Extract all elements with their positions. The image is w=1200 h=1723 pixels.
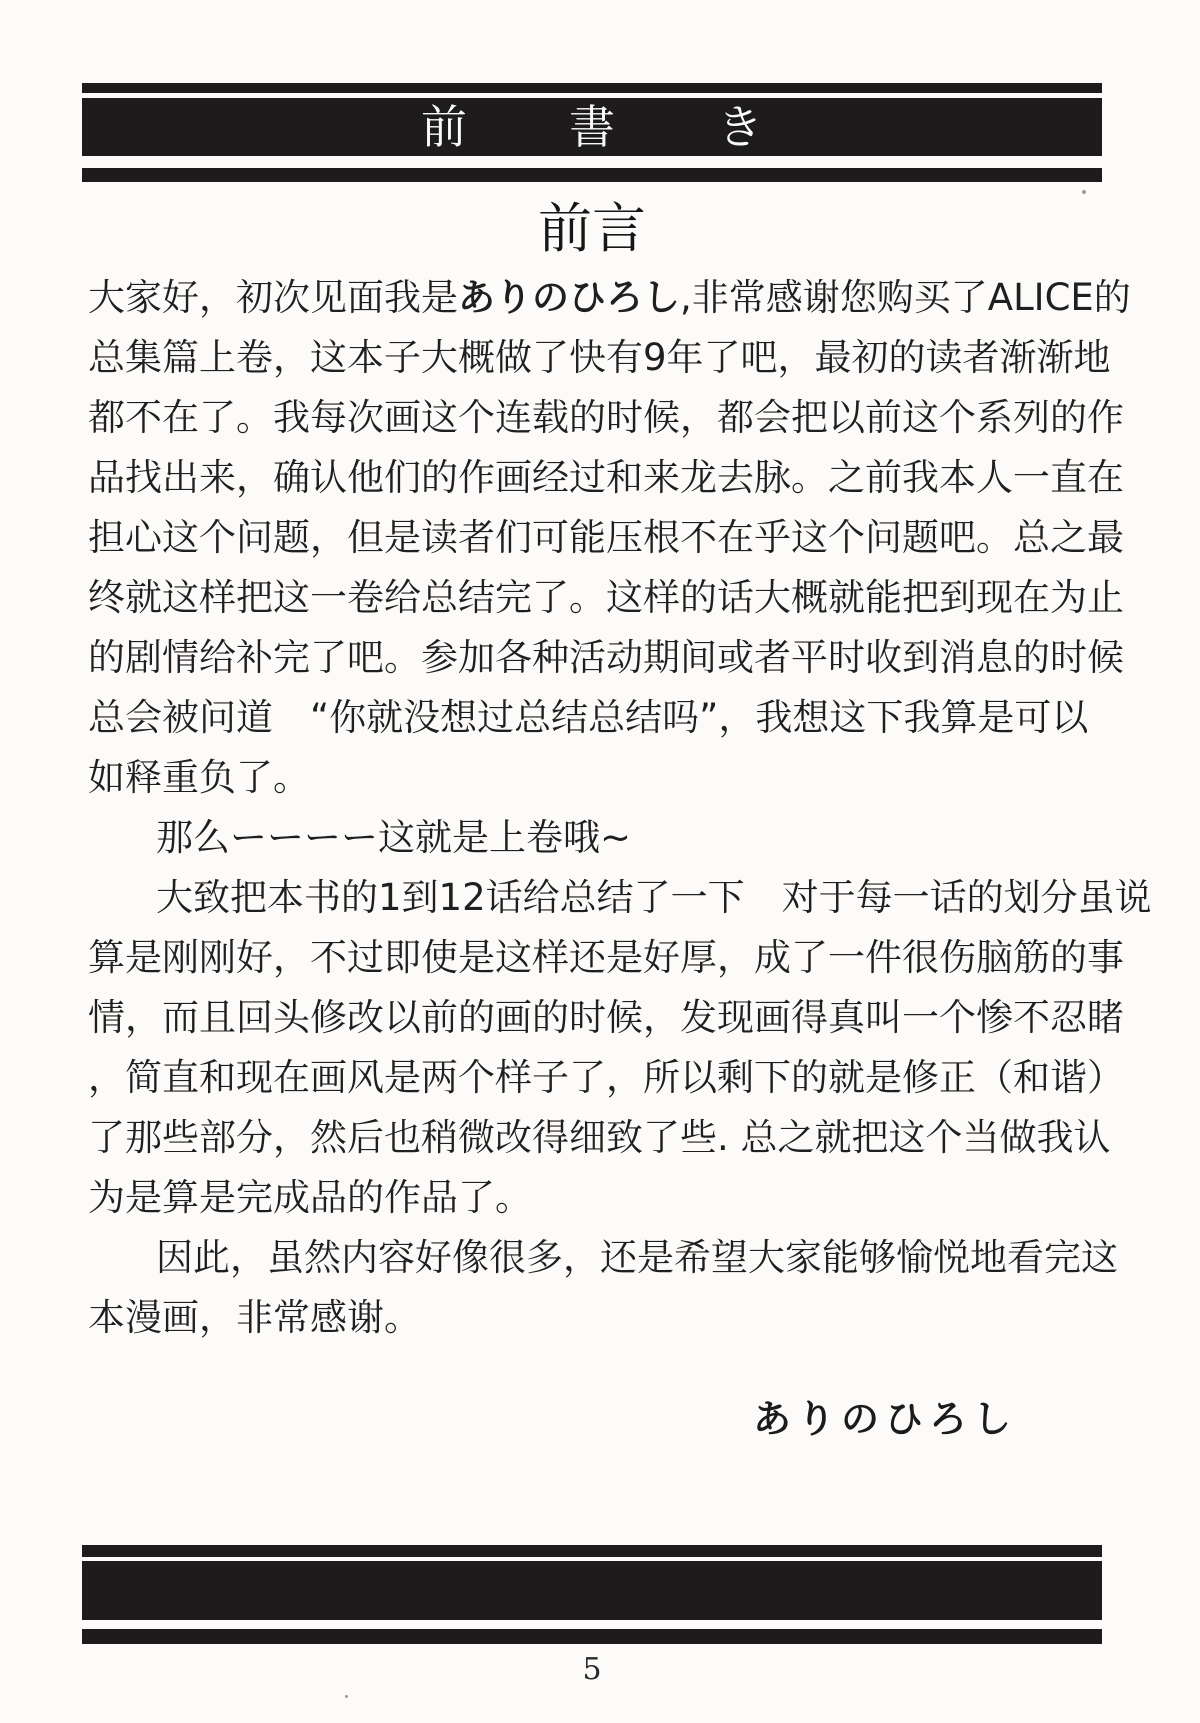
bottom-banner-bar xyxy=(82,1561,1102,1620)
top-banner-rule-upper xyxy=(82,83,1102,93)
body-line: ，简直和现在画风是两个样子了，所以剩下的就是修正（和谐） xyxy=(88,1056,1124,1099)
line1-author-name: ありのひろし xyxy=(458,276,680,319)
body-line: 总集篇上卷，这本子大概做了快有9年了吧，最初的读者渐渐地 xyxy=(88,336,1111,379)
scan-speck xyxy=(1082,190,1086,194)
body-line: 为是算是完成品的作品了。 xyxy=(88,1176,532,1219)
body-line: 如释重负了。 xyxy=(88,756,310,799)
page-number: 5 xyxy=(582,1652,602,1687)
top-banner-title-bar xyxy=(82,98,1102,156)
banner-title: 前 書 き xyxy=(421,100,791,154)
body-line: 情，而且回头修改以前的画的时候，发现画得真叫一个惨不忍睹 xyxy=(88,996,1124,1039)
body-line: 总会被问道 “你就没想过总结总结吗”，我想这下我算是可以 xyxy=(88,696,1089,739)
body-line: 算是刚刚好，不过即使是这样还是好厚，成了一件很伤脑筋的事 xyxy=(88,936,1124,979)
body-line xyxy=(88,268,1131,328)
line1-suffix: ,非常感谢您购买了ALICE的 xyxy=(680,276,1131,319)
top-banner-rule-lower xyxy=(82,168,1102,182)
bottom-banner-rule-lower xyxy=(82,1629,1102,1644)
body-line: 大致把本书的1到12话给总结了一下 对于每一话的划分虽说 xyxy=(156,876,1152,919)
body-line: 担心这个问题，但是读者们可能压根不在乎这个问题吧。总之最 xyxy=(88,516,1124,559)
preface-body xyxy=(88,268,1152,1348)
body-line: 都不在了。我每次画这个连载的时候，都会把以前这个系列的作 xyxy=(88,396,1124,439)
preface-heading: 前言 xyxy=(538,197,646,260)
body-line: 因此，虽然内容好像很多，还是希望大家能够愉悦地看完这 xyxy=(156,1236,1118,1279)
body-line: 本漫画，非常感谢。 xyxy=(88,1296,421,1339)
body-line: 品找出来，确认他们的作画经过和来龙去脉。之前我本人一直在 xyxy=(88,456,1124,499)
body-line: 终就这样把这一卷给总结完了。这样的话大概就能把到现在为止 xyxy=(88,576,1124,619)
body-line: 那么ーーーー这就是上卷哦~ xyxy=(156,816,632,859)
line1-prefix: 大家好，初次见面我是 xyxy=(88,276,458,319)
scan-speck xyxy=(345,1695,348,1698)
body-line: 的剧情给补完了吧。参加各种活动期间或者平时收到消息的时候 xyxy=(88,636,1124,679)
bottom-banner-rule-upper xyxy=(82,1545,1102,1557)
author-signature: ありのひろし xyxy=(752,1396,1017,1441)
body-line: 了那些部分，然后也稍微改得细致了些. 总之就把这个当做我认 xyxy=(88,1116,1111,1159)
